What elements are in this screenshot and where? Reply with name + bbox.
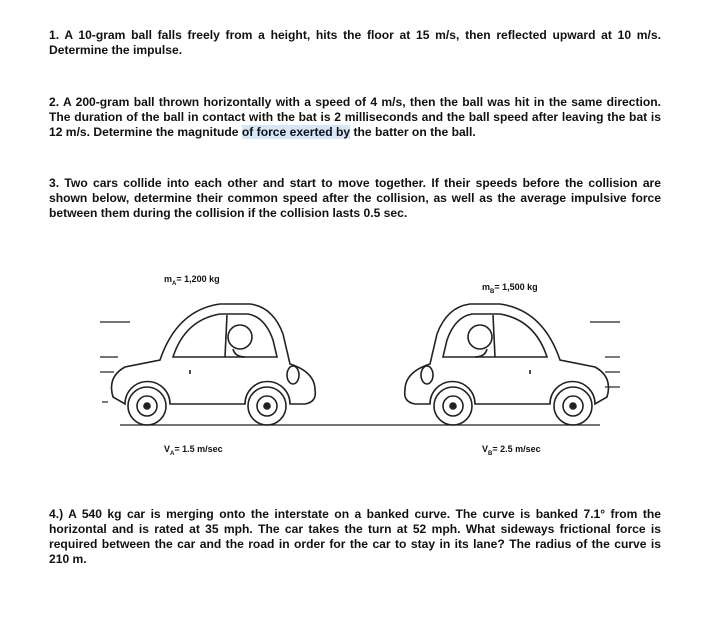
car-a <box>112 304 316 425</box>
question-3: 3. Two cars collide into each other and start to move together. If their speeds before the collision are shown below, determine their common speed after the collision, as well as the average impulsive force between them during the collision if the collision lasts 0.5 sec. <box>49 176 661 220</box>
car-a-mass-label: $m_A= 1,200$ kg <box>164 274 220 287</box>
car-b <box>405 304 609 425</box>
cars-illustration <box>100 262 620 462</box>
car-b-mass-label: $m_B= 1,500$ kg <box>482 282 538 295</box>
selected-text-highlight[interactable]: of force exerted by <box>241 125 351 139</box>
question-2 <box>49 95 661 140</box>
question-2-text: 2. A 200-gram ball thrown horizontally with a speed of 4 m/s, then the ball was hit in the same direction. The duration of the ball in contact with the bat is 2 milliseconds and the ball speed after leaving the bat is 12 m/s. Determine the magnitude <box>49 95 661 139</box>
question-2-text-end: the batter on the ball. <box>350 125 476 139</box>
collision-figure <box>100 262 620 462</box>
car-a-speed-label: $V_A= 1.5$ m/sec <box>164 444 223 457</box>
question-1: 1. A 10-gram ball falls freely from a height, hits the floor at 15 m/s, then reflected upward at 10 m/s. Determine the impulse. <box>49 28 661 57</box>
question-4: 4.) A 540 kg car is merging onto the interstate on a banked curve. The curve is banked 7.1° from the horizontal and is rated at 35 mph. The car takes the turn at 52 mph. What sideways frictional force is required between the car and the road in order for the car to stay in its lane? The radius of the curve is 210 m. <box>49 507 661 566</box>
car-b-speed-label: $V_B= 2.5$ m/sec <box>482 444 541 457</box>
